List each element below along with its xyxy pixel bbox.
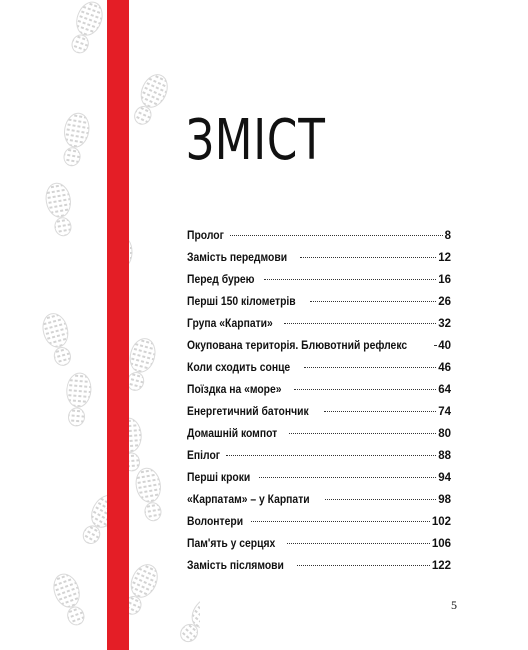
- toc-entry-page: 74: [438, 406, 451, 418]
- toc-entry-page: 98: [438, 494, 451, 506]
- dot-leader: [230, 235, 443, 236]
- toc-entry[interactable]: [187, 472, 451, 494]
- toc-entry-page: 122: [431, 560, 451, 572]
- toc-entry-page: 16: [438, 274, 451, 286]
- toc-entry-page: 8: [444, 230, 451, 242]
- toc-entry[interactable]: [187, 230, 451, 252]
- toc-entry-title: Група «Карпати»: [187, 318, 273, 330]
- toc-entry[interactable]: [187, 296, 451, 318]
- toc-entry-title: Замість передмови: [187, 252, 288, 264]
- toc-entry-page: 64: [438, 384, 451, 396]
- toc-entry-title: Енергетичний батончик: [187, 406, 309, 418]
- toc-entry-page: 32: [438, 318, 451, 330]
- red-vertical-stripe: [107, 0, 129, 650]
- toc-entry-title: Перед бурею: [187, 274, 255, 286]
- dot-leader: [287, 543, 430, 544]
- toc-entry-page: 12: [438, 252, 451, 264]
- toc-entry-page: 106: [431, 538, 451, 550]
- toc-entry[interactable]: [187, 406, 451, 428]
- toc-entry-title: Окупована територія. Блювотний рефлекс: [187, 340, 408, 352]
- toc-entry[interactable]: [187, 318, 451, 340]
- toc-entry[interactable]: [187, 494, 451, 516]
- dot-leader: [251, 521, 430, 522]
- dot-leader: [226, 455, 436, 456]
- dot-leader: [297, 565, 430, 566]
- dot-leader: [434, 345, 437, 346]
- dot-leader: [289, 433, 436, 434]
- toc-entry[interactable]: [187, 252, 451, 274]
- toc-entry[interactable]: [187, 428, 451, 450]
- dot-leader: [259, 477, 436, 478]
- toc-entry[interactable]: [187, 340, 451, 362]
- toc-entry-page: 102: [431, 516, 451, 528]
- toc-entry-title: Епілог: [187, 450, 221, 462]
- toc-entry-title: Перші кроки: [187, 472, 251, 484]
- toc-entry[interactable]: [187, 516, 451, 538]
- dot-leader: [304, 367, 437, 368]
- toc-entry-page: 26: [438, 296, 451, 308]
- toc-entry[interactable]: [187, 450, 451, 472]
- toc-entry-title: Пролог: [187, 230, 224, 242]
- toc-entry[interactable]: [187, 538, 451, 560]
- toc-entry-title: Волонтери: [187, 516, 244, 528]
- toc-entry-title: Домашній компот: [187, 428, 278, 440]
- footprint-decoration: [0, 0, 200, 650]
- toc-entry[interactable]: [187, 274, 451, 296]
- dot-leader: [310, 301, 437, 302]
- dot-leader: [300, 257, 436, 258]
- toc-entry-title: Замість післямови: [187, 560, 284, 572]
- toc-entry-title: Коли сходить сонце: [187, 362, 291, 374]
- toc-entry-page: 94: [438, 472, 451, 484]
- toc-entry-page: 46: [438, 362, 451, 374]
- toc-entry[interactable]: [187, 384, 451, 406]
- page-title: ЗМІСТ: [186, 108, 326, 173]
- dot-leader: [284, 323, 436, 324]
- toc-entry-page: 80: [438, 428, 451, 440]
- dot-leader: [324, 411, 436, 412]
- dot-leader: [264, 279, 436, 280]
- toc-entry-page: 88: [438, 450, 451, 462]
- toc-entry-page: 40: [438, 340, 451, 352]
- toc-entry-title: Перші 150 кілометрів: [187, 296, 296, 308]
- table-of-contents: [187, 230, 451, 582]
- toc-entry-title: Пам'ять у серцях: [187, 538, 276, 550]
- toc-entry-title: Поїздка на «море»: [187, 384, 282, 396]
- page-number: 5: [451, 598, 457, 612]
- dot-leader: [325, 499, 436, 500]
- toc-entry[interactable]: [187, 362, 451, 384]
- dot-leader: [294, 389, 436, 390]
- toc-entry[interactable]: [187, 560, 451, 582]
- toc-entry-title: «Карпатам» – у Карпати: [187, 494, 310, 506]
